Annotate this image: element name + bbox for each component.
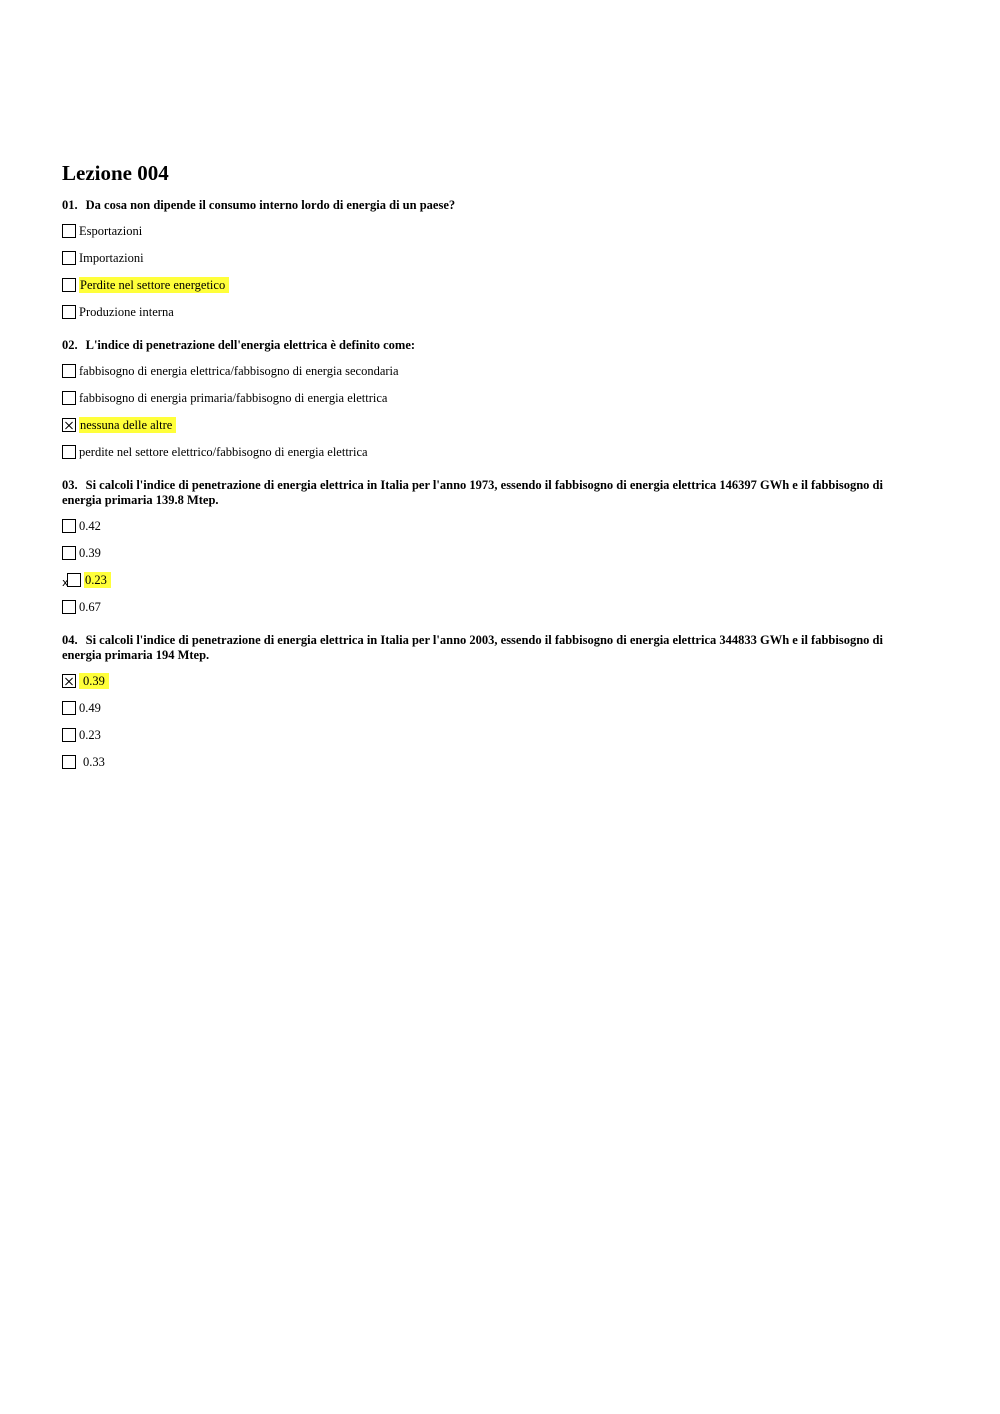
answer-option[interactable] bbox=[62, 754, 902, 770]
answer-label: Importazioni bbox=[79, 251, 144, 265]
answer-label: 0.67 bbox=[79, 600, 101, 614]
answer-checkbox[interactable] bbox=[62, 305, 76, 319]
answer-option[interactable] bbox=[62, 417, 902, 433]
answer-label-highlighted: 0.23 bbox=[84, 572, 111, 588]
document-page bbox=[62, 160, 902, 788]
answer-checkbox[interactable] bbox=[62, 224, 76, 238]
answer-option[interactable] bbox=[62, 700, 902, 716]
answer-option[interactable] bbox=[62, 444, 902, 460]
x-mark-icon: x bbox=[62, 576, 69, 589]
question-03 bbox=[62, 478, 902, 615]
answer-label: 0.49 bbox=[79, 701, 101, 715]
question-prompt: L'indice di penetrazione dell'energia elettrica è definito come: bbox=[85, 338, 416, 352]
answer-option[interactable] bbox=[62, 363, 902, 379]
question-prompt: Si calcoli l'indice di penetrazione di energia elettrica in Italia per l'anno 1973, essendo il fabbisogno di energia elettrica 146397 GWh e il fabbisogno di energia primaria 139.8 Mtep. bbox=[62, 478, 883, 507]
answer-label: fabbisogno di energia elettrica/fabbisogno di energia secondaria bbox=[79, 364, 399, 378]
answer-checkbox[interactable] bbox=[62, 278, 76, 292]
answer-checkbox-checked[interactable] bbox=[62, 674, 76, 688]
answer-checkbox[interactable] bbox=[62, 728, 76, 742]
answer-label: 0.42 bbox=[79, 519, 101, 533]
question-prompt: Da cosa non dipende il consumo interno lordo di energia di un paese? bbox=[85, 198, 456, 212]
answer-label: Produzione interna bbox=[79, 305, 174, 319]
lesson-title: Lezione 004 bbox=[62, 161, 169, 185]
answer-label: 0.39 bbox=[79, 546, 101, 560]
answer-option[interactable] bbox=[62, 727, 902, 743]
answer-option[interactable] bbox=[62, 390, 902, 406]
answer-checkbox[interactable] bbox=[62, 445, 76, 459]
answer-checkbox-checked[interactable] bbox=[62, 418, 76, 432]
answer-checkbox[interactable] bbox=[62, 364, 76, 378]
question-text bbox=[62, 338, 902, 353]
answer-option[interactable] bbox=[62, 518, 902, 534]
answer-option[interactable] bbox=[62, 673, 902, 689]
question-text bbox=[62, 633, 902, 663]
answer-checkbox[interactable] bbox=[62, 600, 76, 614]
question-text bbox=[62, 478, 902, 508]
answer-checkbox[interactable] bbox=[62, 546, 76, 560]
answer-label: 0.23 bbox=[79, 728, 101, 742]
answer-option[interactable] bbox=[62, 250, 902, 266]
answer-checkbox[interactable] bbox=[62, 573, 81, 589]
answer-checkbox[interactable] bbox=[62, 519, 76, 533]
answer-label-highlighted: 0.39 bbox=[79, 673, 109, 689]
answer-option[interactable] bbox=[62, 545, 902, 561]
question-02 bbox=[62, 338, 902, 460]
question-text bbox=[62, 198, 902, 213]
answer-label: fabbisogno di energia primaria/fabbisogno di energia elettrica bbox=[79, 391, 388, 405]
answer-checkbox[interactable] bbox=[62, 391, 76, 405]
question-number: 03. bbox=[62, 478, 78, 492]
question-prompt: Si calcoli l'indice di penetrazione di energia elettrica in Italia per l'anno 2003, essendo il fabbisogno di energia elettrica 344833 GWh e il fabbisogno di energia primaria 194 Mtep. bbox=[62, 633, 883, 662]
answer-label: Esportazioni bbox=[79, 224, 143, 238]
answer-checkbox[interactable] bbox=[62, 251, 76, 265]
answer-label: 0.33 bbox=[83, 755, 105, 769]
question-04 bbox=[62, 633, 902, 770]
answer-label: perdite nel settore elettrico/fabbisogno di energia elettrica bbox=[79, 445, 368, 459]
question-01 bbox=[62, 198, 902, 320]
question-number: 02. bbox=[62, 338, 78, 352]
answer-option[interactable] bbox=[62, 599, 902, 615]
answer-checkbox[interactable] bbox=[62, 755, 76, 769]
answer-option[interactable] bbox=[62, 223, 902, 239]
question-number: 01. bbox=[62, 198, 78, 212]
answer-label-highlighted: Perdite nel settore energetico bbox=[79, 277, 229, 293]
answer-option[interactable] bbox=[62, 304, 902, 320]
answer-checkbox[interactable] bbox=[62, 701, 76, 715]
answer-option[interactable] bbox=[62, 277, 902, 293]
answer-label-highlighted: nessuna delle altre bbox=[79, 417, 176, 433]
question-number: 04. bbox=[62, 633, 78, 647]
answer-option[interactable] bbox=[62, 572, 902, 588]
